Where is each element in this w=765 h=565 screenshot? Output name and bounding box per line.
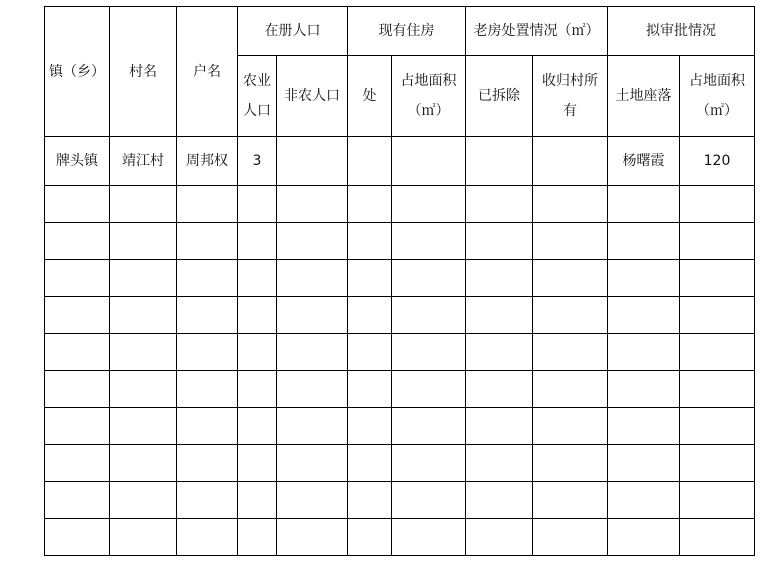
cell-village-reclaimed <box>533 334 608 371</box>
cell-household <box>177 297 238 334</box>
table-row <box>45 223 755 260</box>
cell-demolished <box>466 519 533 556</box>
table-row <box>45 371 755 408</box>
cell-agricultural-population <box>238 445 277 482</box>
cell-land-area <box>392 334 466 371</box>
cell-village <box>110 445 177 482</box>
cell-places <box>348 408 392 445</box>
cell-land-location <box>608 371 680 408</box>
cell-village <box>110 186 177 223</box>
header-land-location: 土地座落 <box>608 56 680 137</box>
cell-village-reclaimed <box>533 482 608 519</box>
cell-non-agricultural-population <box>277 445 348 482</box>
cell-non-agricultural-population <box>277 371 348 408</box>
cell-land-area <box>392 260 466 297</box>
cell-demolished <box>466 223 533 260</box>
cell-town <box>45 519 110 556</box>
table-row <box>45 137 755 186</box>
cell-places <box>348 137 392 186</box>
header-agricultural-population-line1: 农业 <box>243 73 271 89</box>
cell-land-location <box>608 186 680 223</box>
cell-agricultural-population <box>238 260 277 297</box>
cell-village-reclaimed <box>533 408 608 445</box>
cell-land-area <box>392 297 466 334</box>
cell-household <box>177 186 238 223</box>
cell-approved-land-area <box>680 371 755 408</box>
header-row-top <box>45 7 755 56</box>
header-old-house-disposal: 老房处置情况（㎡） <box>466 7 608 56</box>
cell-village-reclaimed <box>533 445 608 482</box>
cell-land-location <box>608 519 680 556</box>
cell-non-agricultural-population <box>277 482 348 519</box>
cell-places <box>348 519 392 556</box>
header-village-reclaimed-line2: 有 <box>563 103 577 119</box>
cell-land-area <box>392 137 466 186</box>
cell-village <box>110 482 177 519</box>
cell-non-agricultural-population <box>277 260 348 297</box>
cell-demolished <box>466 297 533 334</box>
cell-household <box>177 260 238 297</box>
cell-land-location <box>608 260 680 297</box>
cell-non-agricultural-population <box>277 186 348 223</box>
cell-village-reclaimed <box>533 260 608 297</box>
cell-household <box>177 519 238 556</box>
cell-agricultural-population <box>238 186 277 223</box>
cell-non-agricultural-population <box>277 137 348 186</box>
header-town: 镇（乡） <box>45 7 110 137</box>
cell-village-reclaimed <box>533 186 608 223</box>
cell-town: 牌头镇 <box>45 137 110 186</box>
cell-town <box>45 334 110 371</box>
header-agricultural-population <box>238 56 277 137</box>
cell-land-location <box>608 445 680 482</box>
cell-demolished <box>466 137 533 186</box>
cell-non-agricultural-population <box>277 334 348 371</box>
cell-village <box>110 334 177 371</box>
cell-household: 周邦权 <box>177 137 238 186</box>
header-non-agricultural-population: 非农人口 <box>277 56 348 137</box>
cell-land-area <box>392 371 466 408</box>
cell-town <box>45 371 110 408</box>
table-row <box>45 408 755 445</box>
cell-land-location: 杨曙霞 <box>608 137 680 186</box>
cell-town <box>45 260 110 297</box>
cell-approved-land-area <box>680 408 755 445</box>
cell-demolished <box>466 482 533 519</box>
cell-village-reclaimed <box>533 297 608 334</box>
cell-places <box>348 482 392 519</box>
table-row <box>45 297 755 334</box>
header-approved-land-area-unit: （㎡） <box>696 103 738 119</box>
cell-household <box>177 408 238 445</box>
cell-approved-land-area <box>680 186 755 223</box>
cell-agricultural-population <box>238 519 277 556</box>
cell-approved-land-area <box>680 519 755 556</box>
cell-demolished <box>466 445 533 482</box>
cell-land-area <box>392 186 466 223</box>
cell-land-location <box>608 482 680 519</box>
cell-village <box>110 371 177 408</box>
cell-non-agricultural-population <box>277 408 348 445</box>
cell-town <box>45 482 110 519</box>
cell-town <box>45 408 110 445</box>
header-village-reclaimed-line1: 收归村所 <box>542 73 598 89</box>
header-household: 户名 <box>177 7 238 137</box>
cell-village: 靖江村 <box>110 137 177 186</box>
header-land-area-unit: （㎡） <box>407 103 450 119</box>
cell-land-location <box>608 408 680 445</box>
cell-village <box>110 297 177 334</box>
table-row <box>45 519 755 556</box>
cell-places <box>348 445 392 482</box>
cell-household <box>177 482 238 519</box>
cell-non-agricultural-population <box>277 297 348 334</box>
cell-agricultural-population <box>238 371 277 408</box>
table-body <box>45 137 755 556</box>
cell-non-agricultural-population <box>277 223 348 260</box>
header-proposed-approval: 拟审批情况 <box>608 7 755 56</box>
cell-agricultural-population <box>238 408 277 445</box>
cell-places <box>348 334 392 371</box>
cell-land-area <box>392 445 466 482</box>
table-row <box>45 445 755 482</box>
cell-demolished <box>466 186 533 223</box>
cell-household <box>177 445 238 482</box>
cell-village <box>110 408 177 445</box>
header-registered-population: 在册人口 <box>238 7 348 56</box>
cell-village <box>110 519 177 556</box>
cell-land-area <box>392 519 466 556</box>
cell-village <box>110 223 177 260</box>
header-places: 处 <box>348 56 392 137</box>
cell-town <box>45 186 110 223</box>
table-row <box>45 334 755 371</box>
table-row <box>45 260 755 297</box>
cell-demolished <box>466 334 533 371</box>
cell-household <box>177 371 238 408</box>
cell-approved-land-area <box>680 260 755 297</box>
cell-village-reclaimed <box>533 223 608 260</box>
header-approved-land-area-line1: 占地面积 <box>689 73 745 89</box>
cell-household <box>177 334 238 371</box>
cell-town <box>45 445 110 482</box>
header-agricultural-population-line2: 人口 <box>243 103 271 119</box>
cell-approved-land-area <box>680 223 755 260</box>
homestead-approval-table <box>44 6 755 556</box>
cell-demolished <box>466 408 533 445</box>
cell-land-area <box>392 223 466 260</box>
cell-land-location <box>608 334 680 371</box>
cell-village <box>110 260 177 297</box>
table-row <box>45 186 755 223</box>
header-existing-housing: 现有住房 <box>348 7 466 56</box>
cell-places <box>348 260 392 297</box>
cell-places <box>348 223 392 260</box>
cell-land-location <box>608 297 680 334</box>
cell-approved-land-area <box>680 297 755 334</box>
header-land-area <box>392 56 466 137</box>
cell-land-area <box>392 408 466 445</box>
header-approved-land-area <box>680 56 755 137</box>
cell-demolished <box>466 371 533 408</box>
cell-village-reclaimed <box>533 519 608 556</box>
cell-places <box>348 186 392 223</box>
cell-agricultural-population: 3 <box>238 137 277 186</box>
cell-non-agricultural-population <box>277 519 348 556</box>
table-row <box>45 482 755 519</box>
cell-approved-land-area: 120 <box>680 137 755 186</box>
cell-places <box>348 371 392 408</box>
cell-land-location <box>608 223 680 260</box>
cell-town <box>45 297 110 334</box>
cell-village-reclaimed <box>533 137 608 186</box>
cell-village-reclaimed <box>533 371 608 408</box>
header-land-area-line1: 占地面积 <box>400 73 457 89</box>
header-village-reclaimed <box>533 56 608 137</box>
cell-places <box>348 297 392 334</box>
cell-agricultural-population <box>238 223 277 260</box>
header-demolished: 已拆除 <box>466 56 533 137</box>
cell-town <box>45 223 110 260</box>
cell-demolished <box>466 260 533 297</box>
cell-approved-land-area <box>680 482 755 519</box>
cell-approved-land-area <box>680 445 755 482</box>
cell-agricultural-population <box>238 482 277 519</box>
cell-agricultural-population <box>238 334 277 371</box>
header-village: 村名 <box>110 7 177 137</box>
cell-agricultural-population <box>238 297 277 334</box>
cell-land-area <box>392 482 466 519</box>
cell-approved-land-area <box>680 334 755 371</box>
cell-household <box>177 223 238 260</box>
